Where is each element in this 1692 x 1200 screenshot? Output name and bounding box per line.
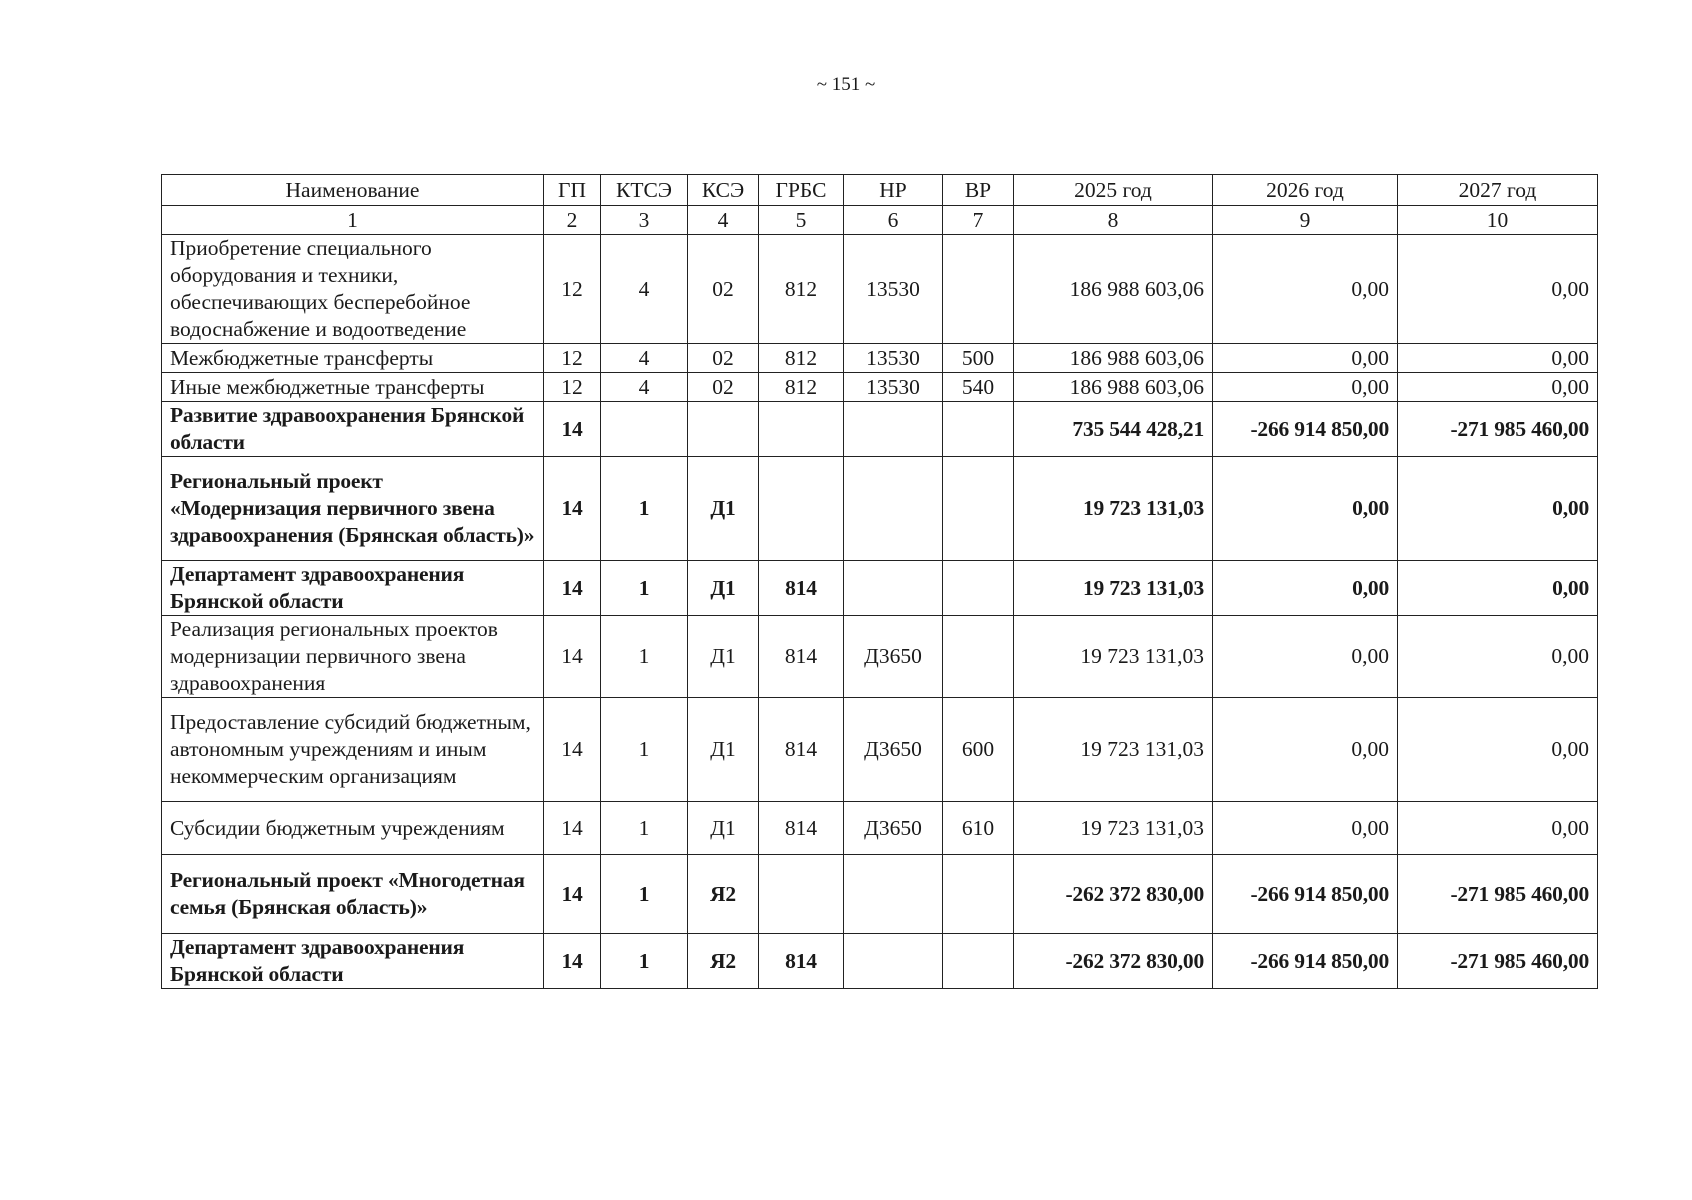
cell-grbs xyxy=(759,402,844,457)
cell-gp: 14 xyxy=(544,802,601,855)
cell-kse: Я2 xyxy=(688,855,759,934)
cell-kse: Д1 xyxy=(688,457,759,561)
cell-ktse: 4 xyxy=(601,235,688,344)
cell-2027: -271 985 460,00 xyxy=(1398,402,1598,457)
table-row xyxy=(162,457,1598,561)
cell-kse xyxy=(688,402,759,457)
cell-2025: 186 988 603,06 xyxy=(1014,235,1213,344)
cell-gp: 14 xyxy=(544,561,601,616)
column-header-2025: 2025 год xyxy=(1014,175,1213,206)
header-row xyxy=(162,175,1598,206)
cell-name: Департамент здравоохранения Брянской области xyxy=(162,934,544,989)
column-number: 7 xyxy=(943,206,1014,235)
cell-ktse: 1 xyxy=(601,802,688,855)
column-number: 2 xyxy=(544,206,601,235)
table-row xyxy=(162,855,1598,934)
cell-2027: 0,00 xyxy=(1398,561,1598,616)
column-number: 3 xyxy=(601,206,688,235)
cell-grbs xyxy=(759,457,844,561)
cell-grbs: 814 xyxy=(759,698,844,802)
cell-ktse: 1 xyxy=(601,934,688,989)
cell-gp: 14 xyxy=(544,855,601,934)
budget-table xyxy=(161,174,1598,989)
table-row xyxy=(162,616,1598,698)
cell-name: Реализация региональных проектов модернизации первичного звена здравоохранения xyxy=(162,616,544,698)
column-number: 8 xyxy=(1014,206,1213,235)
cell-name: Приобретение специального оборудования и техники, обеспечивающих бесперебойное водоснабжение и водоотведение xyxy=(162,235,544,344)
column-header-grbs: ГРБС xyxy=(759,175,844,206)
cell-2027: 0,00 xyxy=(1398,802,1598,855)
cell-nr xyxy=(844,402,943,457)
column-header-2026: 2026 год xyxy=(1213,175,1398,206)
cell-2027: 0,00 xyxy=(1398,344,1598,373)
cell-nr: 13530 xyxy=(844,235,943,344)
cell-vr xyxy=(943,235,1014,344)
column-header-ktse: КТСЭ xyxy=(601,175,688,206)
cell-name: Межбюджетные трансферты xyxy=(162,344,544,373)
cell-grbs: 814 xyxy=(759,616,844,698)
cell-2026: 0,00 xyxy=(1213,698,1398,802)
cell-grbs: 812 xyxy=(759,235,844,344)
cell-2025: 19 723 131,03 xyxy=(1014,698,1213,802)
cell-nr: 13530 xyxy=(844,373,943,402)
column-number: 10 xyxy=(1398,206,1598,235)
column-number: 9 xyxy=(1213,206,1398,235)
cell-2027: 0,00 xyxy=(1398,457,1598,561)
table-row xyxy=(162,802,1598,855)
table-header xyxy=(162,175,1598,206)
cell-nr xyxy=(844,855,943,934)
column-number: 5 xyxy=(759,206,844,235)
cell-gp: 14 xyxy=(544,402,601,457)
cell-ktse: 4 xyxy=(601,373,688,402)
cell-nr xyxy=(844,457,943,561)
cell-2026: 0,00 xyxy=(1213,235,1398,344)
cell-2026: 0,00 xyxy=(1213,802,1398,855)
cell-vr xyxy=(943,457,1014,561)
cell-ktse xyxy=(601,402,688,457)
column-header-2027: 2027 год xyxy=(1398,175,1598,206)
table-row xyxy=(162,235,1598,344)
cell-vr: 600 xyxy=(943,698,1014,802)
cell-nr: Д3650 xyxy=(844,802,943,855)
cell-kse: Я2 xyxy=(688,934,759,989)
cell-2026: 0,00 xyxy=(1213,457,1398,561)
table-row xyxy=(162,698,1598,802)
cell-2027: 0,00 xyxy=(1398,373,1598,402)
cell-2026: 0,00 xyxy=(1213,344,1398,373)
cell-grbs xyxy=(759,855,844,934)
cell-2025: 735 544 428,21 xyxy=(1014,402,1213,457)
cell-2025: 19 723 131,03 xyxy=(1014,457,1213,561)
cell-name: Региональный проект «Модернизация первичного звена здравоохранения (Брянская область)» xyxy=(162,457,544,561)
cell-kse: 02 xyxy=(688,344,759,373)
cell-2025: 19 723 131,03 xyxy=(1014,616,1213,698)
cell-nr: Д3650 xyxy=(844,616,943,698)
cell-ktse: 1 xyxy=(601,457,688,561)
cell-2026: 0,00 xyxy=(1213,561,1398,616)
cell-2026: -266 914 850,00 xyxy=(1213,934,1398,989)
cell-name: Развитие здравоохранения Брянской области xyxy=(162,402,544,457)
column-number: 1 xyxy=(162,206,544,235)
cell-vr xyxy=(943,855,1014,934)
cell-2027: -271 985 460,00 xyxy=(1398,855,1598,934)
cell-2027: 0,00 xyxy=(1398,698,1598,802)
cell-grbs: 814 xyxy=(759,934,844,989)
cell-2025: 186 988 603,06 xyxy=(1014,344,1213,373)
column-header-nr: НР xyxy=(844,175,943,206)
column-header-name: Наименование xyxy=(162,175,544,206)
cell-2025: 19 723 131,03 xyxy=(1014,561,1213,616)
table-row xyxy=(162,561,1598,616)
cell-nr: 13530 xyxy=(844,344,943,373)
cell-gp: 14 xyxy=(544,457,601,561)
cell-ktse: 4 xyxy=(601,344,688,373)
cell-2027: 0,00 xyxy=(1398,616,1598,698)
cell-name: Предоставление субсидий бюджетным, автономным учреждениям и иным некоммерческим организациям xyxy=(162,698,544,802)
cell-grbs: 812 xyxy=(759,344,844,373)
column-header-kse: КСЭ xyxy=(688,175,759,206)
cell-2026: 0,00 xyxy=(1213,373,1398,402)
cell-vr: 500 xyxy=(943,344,1014,373)
column-number-row xyxy=(162,206,1598,235)
cell-name: Региональный проект «Многодетная семья (Брянская область)» xyxy=(162,855,544,934)
table-row xyxy=(162,344,1598,373)
cell-kse: 02 xyxy=(688,235,759,344)
cell-nr xyxy=(844,934,943,989)
cell-gp: 12 xyxy=(544,373,601,402)
cell-2026: 0,00 xyxy=(1213,616,1398,698)
cell-kse: Д1 xyxy=(688,616,759,698)
cell-vr xyxy=(943,402,1014,457)
cell-vr: 540 xyxy=(943,373,1014,402)
cell-vr xyxy=(943,616,1014,698)
cell-gp: 14 xyxy=(544,934,601,989)
column-header-vr: ВР xyxy=(943,175,1014,206)
table-body xyxy=(162,206,1598,989)
cell-2025: -262 372 830,00 xyxy=(1014,934,1213,989)
cell-name: Субсидии бюджетным учреждениям xyxy=(162,802,544,855)
cell-grbs: 814 xyxy=(759,561,844,616)
table-row xyxy=(162,934,1598,989)
cell-2026: -266 914 850,00 xyxy=(1213,855,1398,934)
cell-kse: 02 xyxy=(688,373,759,402)
cell-ktse: 1 xyxy=(601,698,688,802)
cell-vr: 610 xyxy=(943,802,1014,855)
cell-2026: -266 914 850,00 xyxy=(1213,402,1398,457)
cell-kse: Д1 xyxy=(688,802,759,855)
cell-2025: 186 988 603,06 xyxy=(1014,373,1213,402)
column-number: 4 xyxy=(688,206,759,235)
cell-gp: 12 xyxy=(544,235,601,344)
cell-kse: Д1 xyxy=(688,561,759,616)
cell-name: Иные межбюджетные трансферты xyxy=(162,373,544,402)
cell-nr: Д3650 xyxy=(844,698,943,802)
cell-grbs: 814 xyxy=(759,802,844,855)
cell-name: Департамент здравоохранения Брянской области xyxy=(162,561,544,616)
cell-ktse: 1 xyxy=(601,855,688,934)
cell-2025: -262 372 830,00 xyxy=(1014,855,1213,934)
cell-ktse: 1 xyxy=(601,561,688,616)
column-header-gp: ГП xyxy=(544,175,601,206)
table-row xyxy=(162,373,1598,402)
column-number: 6 xyxy=(844,206,943,235)
cell-kse: Д1 xyxy=(688,698,759,802)
cell-vr xyxy=(943,934,1014,989)
cell-2027: -271 985 460,00 xyxy=(1398,934,1598,989)
cell-nr xyxy=(844,561,943,616)
cell-gp: 14 xyxy=(544,616,601,698)
cell-gp: 14 xyxy=(544,698,601,802)
cell-2025: 19 723 131,03 xyxy=(1014,802,1213,855)
page-number: ~ 151 ~ xyxy=(816,74,876,95)
cell-gp: 12 xyxy=(544,344,601,373)
cell-grbs: 812 xyxy=(759,373,844,402)
cell-ktse: 1 xyxy=(601,616,688,698)
cell-vr xyxy=(943,561,1014,616)
table-row xyxy=(162,402,1598,457)
cell-2027: 0,00 xyxy=(1398,235,1598,344)
